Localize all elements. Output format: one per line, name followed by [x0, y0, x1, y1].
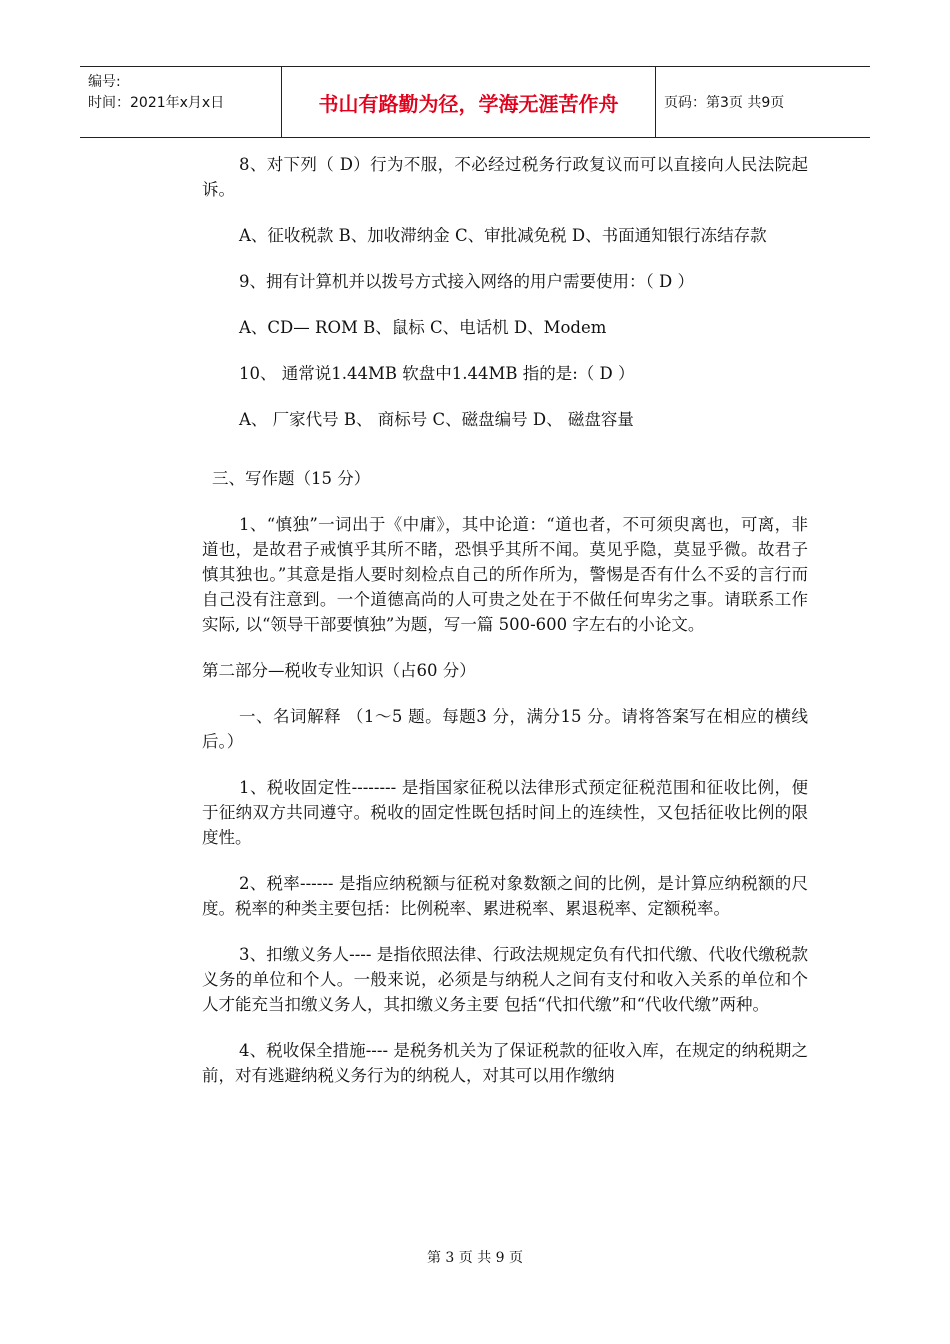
- header-motto: 书山有路勤为径，学海无涯苦作舟: [282, 67, 656, 137]
- question-8-options: A、征收税款 B、加收滞纳金 C、审批减免税 D、书面通知银行冻结存款: [239, 226, 767, 245]
- term-1: 1、税收固定性-------- 是指国家征税以法律形式预定征税范围和征收比例，便于征纳双方共同遵守。税收的固定性既包括时间上的连续性，又包括征收比例的限度性。: [202, 778, 808, 847]
- term-definition-heading: 一、名词解释 （1～5 题。每题3 分，满分15 分。请将答案写在相应的横线后。）: [202, 707, 808, 751]
- question-9: 9、拥有计算机并以拨号方式接入网络的用户需要使用：（ D ）: [239, 272, 694, 291]
- document-body: [202, 152, 808, 1109]
- date-label: 时间：2021年x月x日: [88, 95, 225, 111]
- section-heading-writing: 三、写作题（15 分）: [212, 469, 371, 488]
- term-2: 2、税率------ 是指应纳税额与征税对象数额之间的比例，是计算应纳税额的尺度。税率的种类主要包括：比例税率、累进税率、累退税率、定额税率。: [202, 874, 808, 918]
- part-two-heading: 第二部分—税收专业知识（占60 分）: [202, 661, 476, 680]
- page-header: [80, 66, 870, 138]
- question-9-options: A、CD— ROM B、鼠标 C、电话机 D、Modem: [239, 318, 607, 337]
- header-meta: [80, 67, 282, 137]
- number-label: 编号:: [88, 74, 121, 90]
- question-8: 8、对下列（ D）行为不服，不必经过税务行政复议而可以直接向人民法院起诉。: [202, 155, 808, 199]
- term-3: 3、扣缴义务人---- 是指依照法律、行政法规规定负有代扣代缴、代收代缴税款义务的单位和个人。一般来说，必须是与纳税人之间有支付和收入关系的单位和个人才能充当扣缴义务人，其扣缴义务主要 包括“代扣代缴”和“代收代缴”两种。: [202, 945, 808, 1014]
- footer-page-number: 第 3 页 共 9 页: [426, 1250, 524, 1266]
- question-10-options: A、 厂家代号 B、 商标号 C、磁盘编号 D、 磁盘容量: [239, 410, 634, 429]
- page-footer: [0, 1247, 950, 1267]
- writing-prompt: 1、“慎独”一词出于《中庸》，其中论道：“道也者，不可须臾离也，可离，非道也，是故君子戒慎乎其所不睹，恐惧乎其所不闻。莫见乎隐，莫显乎微。故君子慎其独也。”其意是指人要时刻检点自己的所作所为，警惕是否有什么不妥的言行而自己没有注意到。一个道德高尚的人可贵之处在于不做任何卑劣之事。请联系工作实际, 以“领导干部要慎独”为题，写一篇 500-600 字左右的小论文。: [202, 515, 808, 634]
- question-10: 10、 通常说1.44MB 软盘中1.44MB 指的是:（ D ）: [239, 364, 635, 383]
- header-page-info: 页码：第3页 共9页: [664, 95, 785, 111]
- term-4: 4、税收保全措施---- 是税务机关为了保证税款的征收入库，在规定的纳税期之前，对有逃避纳税义务行为的纳税人，对其可以用作缴纳: [202, 1041, 808, 1085]
